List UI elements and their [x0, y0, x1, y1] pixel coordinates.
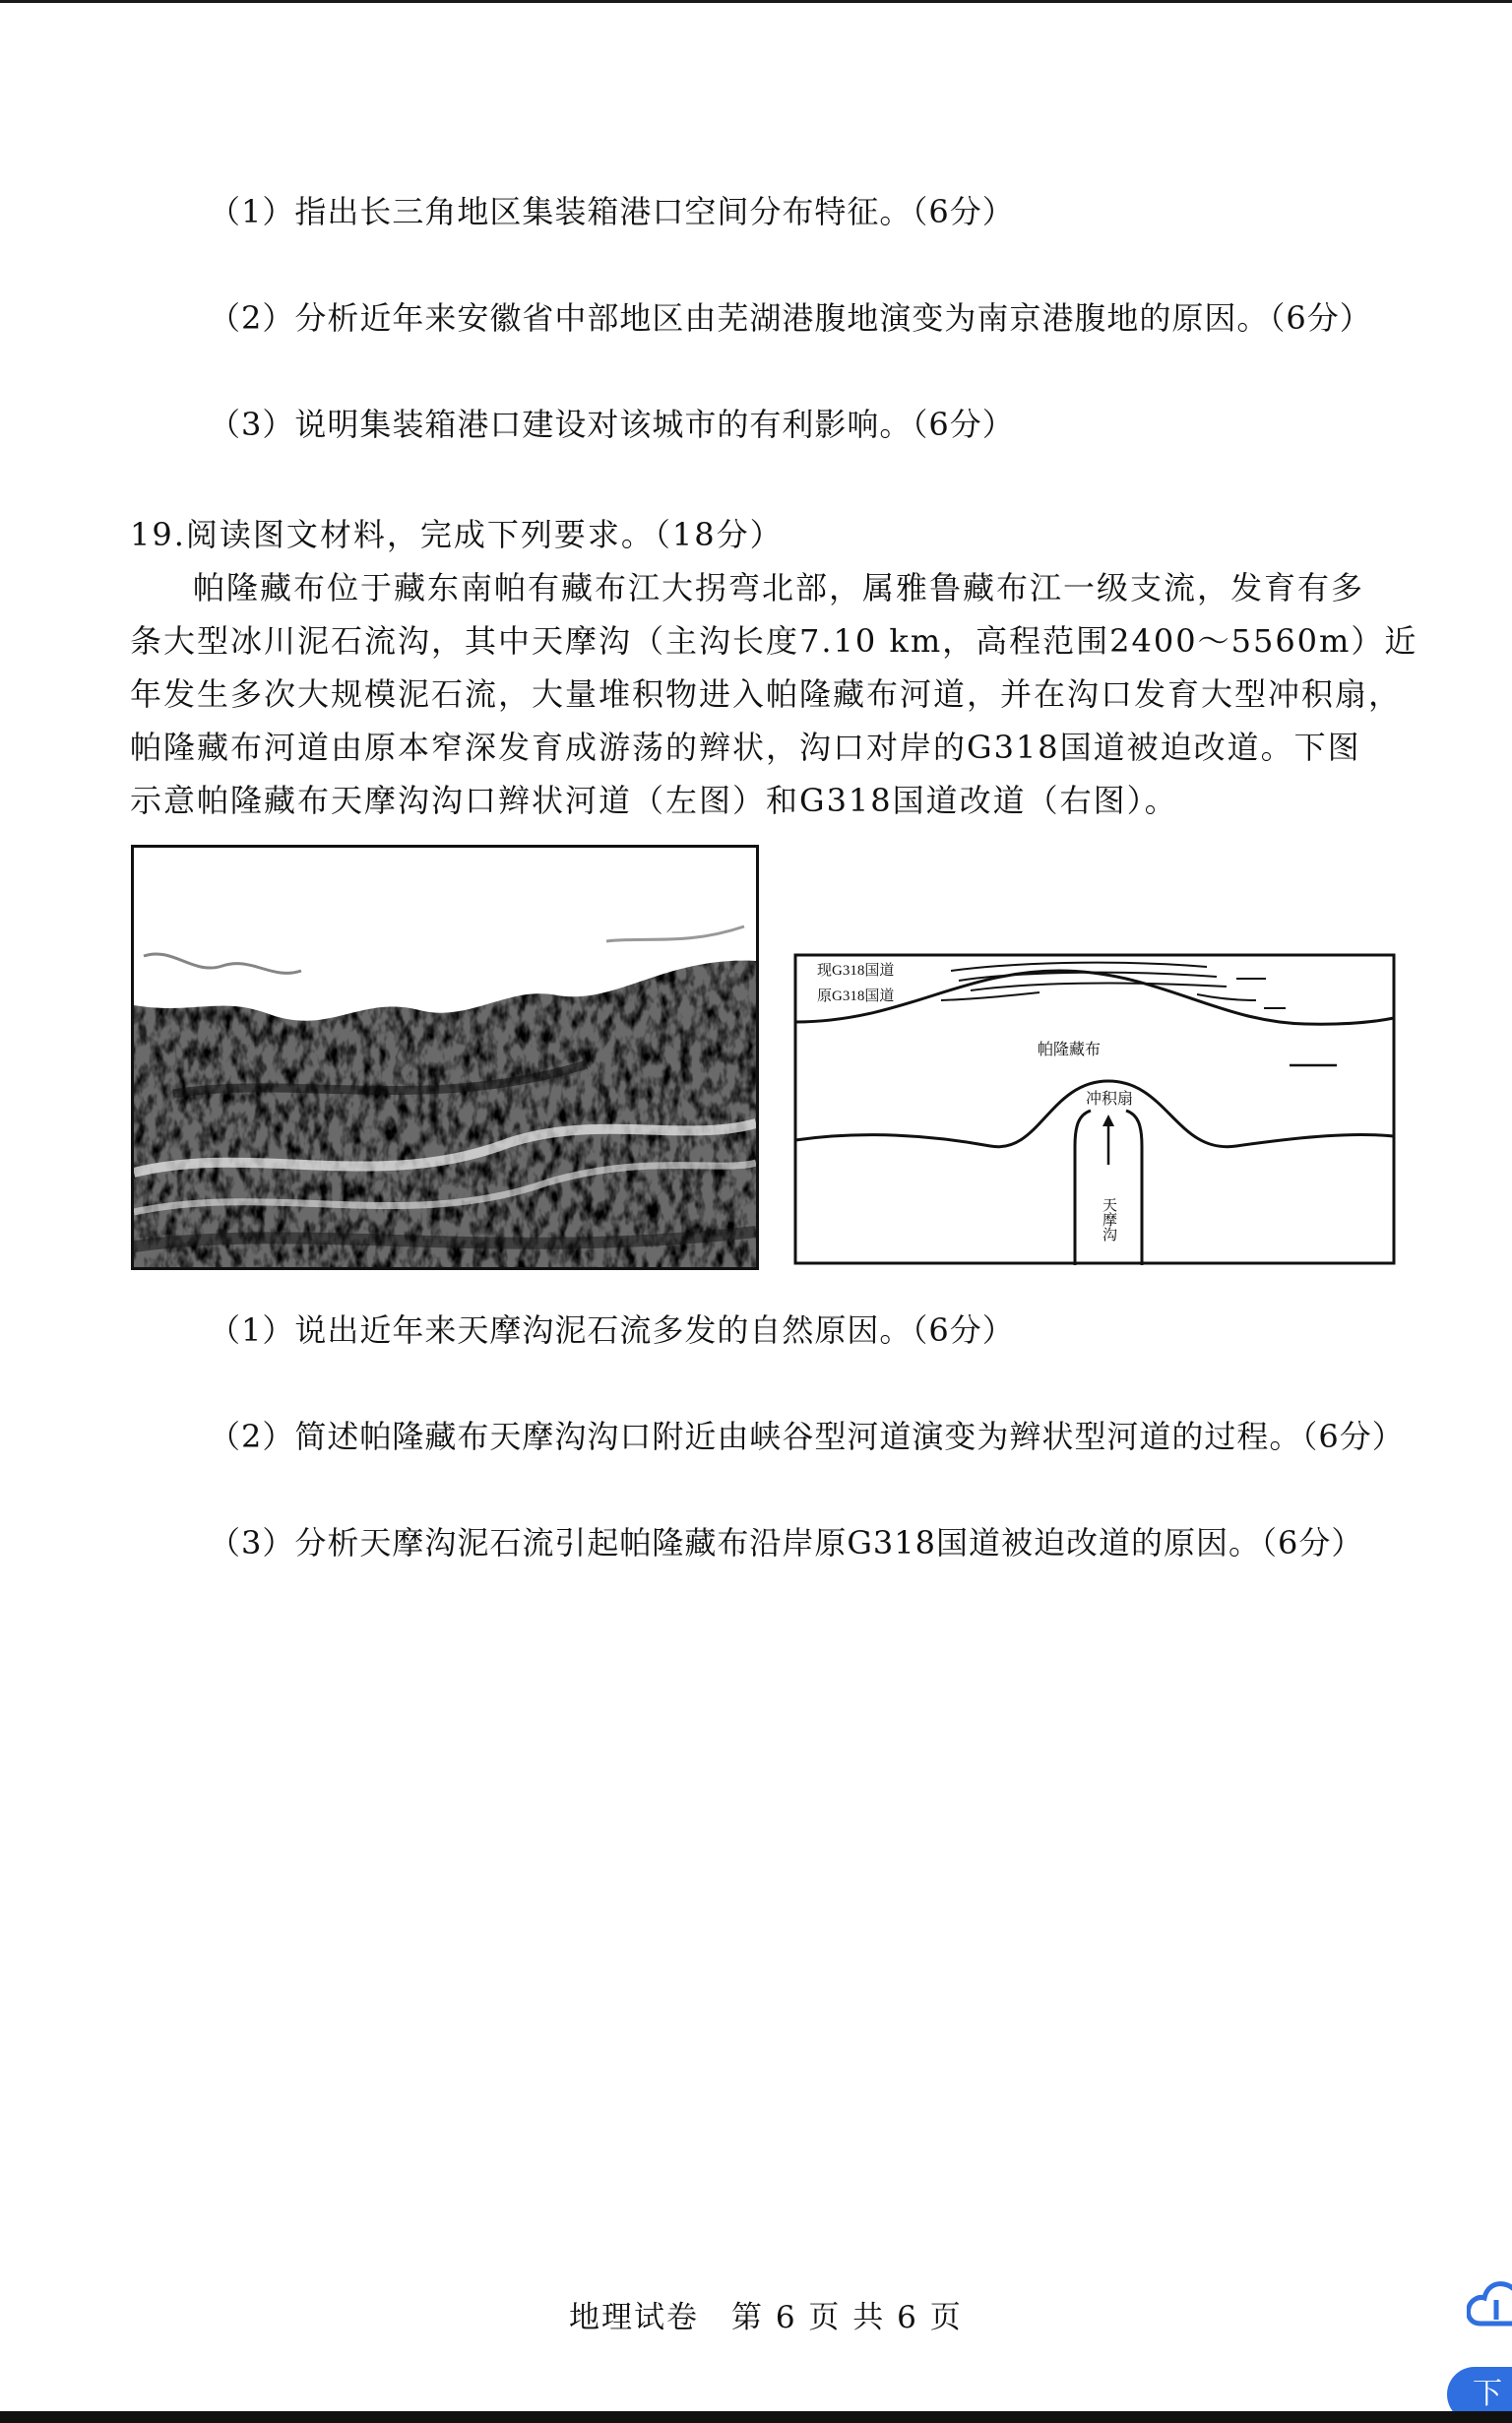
braided-channel-photo: [131, 845, 759, 1270]
download-button[interactable]: 下: [1447, 2367, 1512, 2422]
q18-item-1: （1）指出长三角地区集装箱港口空间分布特征。（6分）: [209, 193, 1015, 230]
material-line-1: 帕隆藏布位于藏东南帕有藏布江大拐弯北部，属雅鲁藏布江一级支流，发育有多: [193, 569, 1365, 606]
material-line-2: 条大型冰川泥石流沟，其中天摩沟（主沟长度7.10 km，高程范围2400～5560m）近: [130, 622, 1418, 660]
q18-item-3: （3）说明集装箱港口建设对该城市的有利影响。（6分）: [209, 406, 1015, 443]
q19-item-3: （3）分析天摩沟泥石流引起帕隆藏布沿岸原G318国道被迫改道的原因。（6分）: [209, 1524, 1364, 1562]
cloud-icon[interactable]: [1467, 2264, 1512, 2345]
label-new-road: 现G318国道: [817, 963, 895, 979]
q18-item-2: （2）分析近年来安徽省中部地区由芜湖港腹地演变为南京港腹地的原因。（6分）: [209, 299, 1372, 337]
q19-heading: 19.阅读图文材料，完成下列要求。（18分）: [130, 516, 784, 553]
material-line-4: 帕隆藏布河道由原本窄深发育成游荡的辫状，沟口对岸的G318国道被迫改道。下图: [130, 729, 1361, 766]
material-line-5: 示意帕隆藏布天摩沟沟口辫状河道（左图）和G318国道改道（右图）。: [130, 782, 1178, 819]
label-old-road: 原G318国道: [817, 988, 895, 1004]
q19-item-2: （2）简述帕隆藏布天摩沟沟口附近由峡谷型河道演变为辫状型河道的过程。（6分）: [209, 1418, 1405, 1455]
label-fan: 冲积扇: [1086, 1091, 1134, 1108]
label-gully: 天摩沟: [1101, 1197, 1116, 1242]
label-river: 帕隆藏布: [1038, 1042, 1102, 1058]
road-relocation-diagram: [793, 953, 1396, 1265]
material-line-3: 年发生多次大规模泥石流，大量堆积物进入帕隆藏布河道，并在沟口发育大型冲积扇，: [130, 675, 1403, 713]
page-footer: 地理试卷 第 6 页 共 6 页: [569, 2300, 963, 2335]
bottom-bar: [0, 2411, 1512, 2423]
q19-item-1: （1）说出近年来天摩沟泥石流多发的自然原因。（6分）: [209, 1311, 1015, 1349]
top-border-line: [0, 0, 1512, 3]
